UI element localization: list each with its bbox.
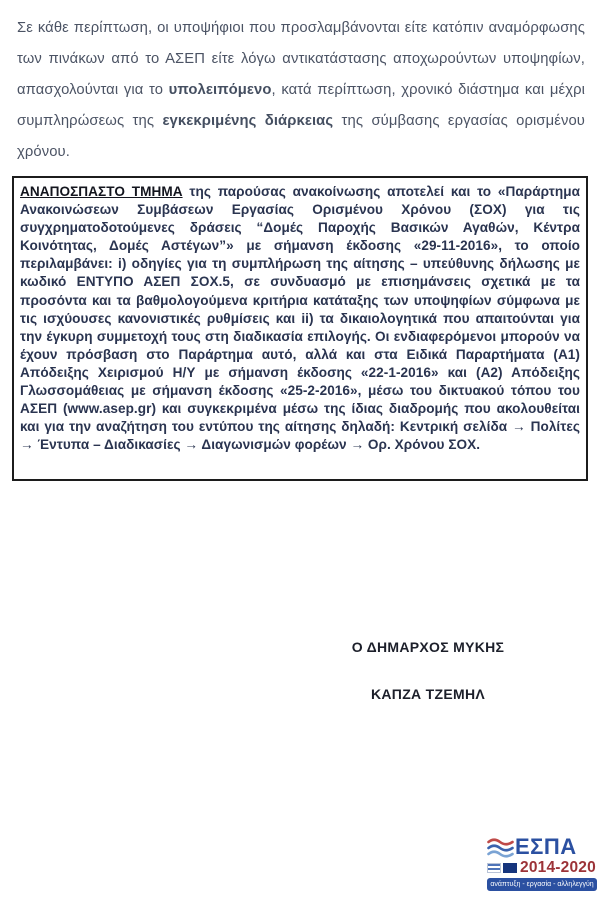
intro-text-mid: , κατά περίπτωση, χρονικό διάστημα και μέχρι συμπληρώσεως της [17, 82, 585, 129]
espa-tagline: ανάπτυξη - εργασία - αλληλεγγύη [490, 881, 594, 888]
intro-text-post: της σύμβασης εργασίας ορισμένου χρόνου. [17, 113, 585, 160]
signature-title: Ο ΔΗΜΑΡΧΟΣ ΜΥΚΗΣ [351, 639, 505, 655]
espa-title: ΕΣΠΑ [515, 834, 577, 859]
notice-body: της παρούσας ανακοίνωσης αποτελεί και το «Παράρτημα Ανακοινώσεων Συμβάσεων Εργασίας Ορισμένου Χρόνου (ΣΟΧ) για τις συγχρηματοδοτούμενες δράσεις “Δομές Παροχής Βασικών Αγαθών, Κέντρα Κοινότητας, Δομές Αστέγων”» με σήμανση έκδοσης «29-11-2016», το οποίο περιλαμβάνει: i) οδηγίες για τη συμπλήρωση της αίτησης – υπεύθυνης δήλωσης με κωδικό ΕΝΤΥΠΟ ΑΣΕΠ ΣΟΧ.5, σε συνδυασμό με επισημάνσεις σχετικά με τα προσόντα και τα βαθμολογούμενα κριτήρια κατάταξης των υποψηφίων σύμφωνα με τις ισχύουσες κανονιστικές ρυθμίσεις και ii) τα δικαιολογητικά που απαιτούνται για την έγκυρη συμμετοχή τους στη διαδικασία επιλογής. Οι ενδιαφερόμενοι μπορούν να έχουν πρόσβαση στο Παράρτημα αυτό, αλλά και στα Ειδικά Παραρτήματα (Α1) Απόδειξης Χειρισμού Η/Υ με σήμανση έκδοσης «22-1-2016» και (Α2) Απόδειξης Γλωσσομάθειας με σήμανση έκδοσης «25-2-2016», μέσω του δικτυακού τόπου του ΑΣΕΠ (www.asep.gr) και συγκεκριμένα μέσω της ίδιας διαδρομής που ακολουθείται και για την αναζήτηση του εντύπου της αίτησης δηλαδή: Κεντρική σελίδα → Πολίτες → Έντυπα – Διαδικασίες → Διαγωνισμών φορέων → Ορ. Χρόνου ΣΟΧ. [20, 184, 580, 453]
intro-paragraph [17, 13, 585, 168]
greek-flag-icon [487, 863, 501, 873]
notice-heading: ΑΝΑΠΟΣΠΑΣΤΟ ΤΜΗΜΑ [20, 184, 183, 199]
intro-bold-remaining-period: υπολειπόμενο [168, 82, 272, 98]
eu-flag-icon [503, 863, 517, 873]
espa-waves-icon [487, 837, 514, 858]
espa-logo-middle-row [487, 860, 597, 875]
espa-logo-top-row [487, 835, 597, 859]
intro-text-pre: Σε κάθε περίπτωση, οι υποψήφιοι που προσλαμβάνονται είτε κατόπιν αναμόρφωσης των πινάκων από το ΑΣΕΠ είτε λόγω αντικατάστασης αποχωρούντων υποψηφίων, απασχολούνται για το [17, 20, 585, 98]
intro-bold-approved-duration: εγκεκριμένης διάρκειας [162, 113, 334, 129]
signature-name: ΚΑΠΖΑ ΤΖΕΜΗΛ [370, 686, 486, 702]
integral-part-notice-box [12, 176, 588, 481]
espa-tagline-bar [487, 878, 597, 891]
espa-logo [487, 835, 597, 891]
espa-period: 2014-2020 [520, 858, 596, 876]
